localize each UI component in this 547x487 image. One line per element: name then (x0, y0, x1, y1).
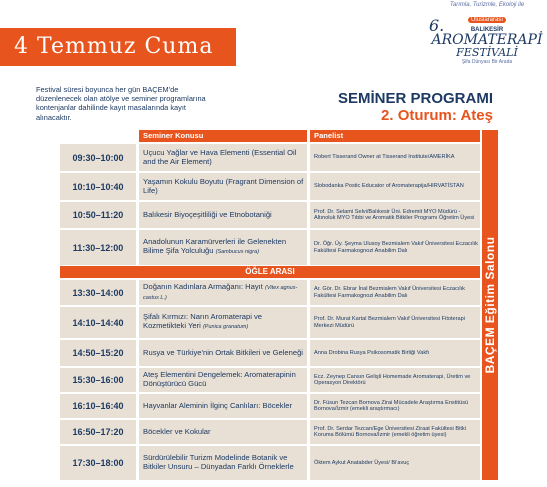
session-topic: Uçucu Yağlar ve Hava Elementi (Essential Oil and the Air Element) (139, 144, 307, 171)
session-topic: Hayvanlar Aleminin İlginç Canlıları: Böcekler (139, 394, 307, 418)
seminar-title: SEMİNER PROGRAMI (337, 90, 493, 107)
day-title-banner (0, 28, 236, 66)
session-topic: Rusya ve Türkiye'nin Ortak Bitkileri ve Geleneği (139, 340, 307, 366)
seminar-subtitle: 2. Oturum: Ateş (381, 107, 493, 124)
logo-badge: Uluslararası (468, 17, 506, 23)
session-panelist: Ecz. Zeynep Cansın Gelişli Homemade Aromaterapi, Üretim ve Operasyon Direktörü (310, 368, 480, 392)
table-row (60, 306, 480, 339)
table-row (60, 367, 480, 393)
session-time: 16:50–17:20 (60, 420, 136, 444)
table-row (60, 445, 480, 481)
session-time: 14:10–14:40 (60, 307, 136, 338)
session-time: 09:30–10:00 (60, 144, 136, 171)
session-panelist: Öktem Aykut Anatabder Üyesi/ Bi'avuç (310, 446, 480, 480)
intro-text: Festival süresi boyunca her gün BAÇEM'de düzenlenecek olan atölye ve seminer programlarına kontenjanlar dahilinde kayıt masalarında kayıt alınacaktır. (36, 85, 206, 122)
venue-sidebar (482, 130, 498, 480)
session-topic: Anadolunun Karamürverleri ile Gelenekten Bilime Şifa Yolculuğu (Sambucus nigra) (139, 230, 307, 265)
column-header-panelist: Panelist (310, 130, 480, 142)
table-row (60, 419, 480, 445)
session-time: 14:50–15:20 (60, 340, 136, 366)
logo-slogan: Şifa Dünyası Bir Arada (461, 59, 513, 65)
topic-latin-name: (Sambucus nigra) (215, 249, 260, 255)
table-row (60, 279, 480, 306)
session-topic: Doğanın Kadınlara Armağanı: Hayıt (Vitex agnus-castus L.) (139, 280, 307, 305)
table-row (60, 201, 480, 229)
session-panelist: Prof. Dr. Selami Selvi/Balıkesir Üni. Edremit MYO Müdürü - Altınoluk MYO Tıbbi ve Aromatik Bitkiler Programı Öğretim Üyesi (310, 202, 480, 228)
session-time: 10:50–11:20 (60, 202, 136, 228)
session-panelist: Robert Tisserand Owner at Tisserand Institute/AMERİKA (310, 144, 480, 171)
session-time: 13:30–14:00 (60, 280, 136, 305)
session-panelist: Anna Drobina Rusya Psikosomatik Birliği Vakfı (310, 340, 480, 366)
table-row (60, 229, 480, 266)
session-time: 15:30–16:00 (60, 368, 136, 392)
session-time: 10:10–10:40 (60, 173, 136, 200)
session-time: 16:10–16:40 (60, 394, 136, 418)
session-time: 17:30–18:00 (60, 446, 136, 480)
topic-latin-name: (Punica granatum) (202, 324, 249, 330)
lunch-break: ÖĞLE ARASI (60, 266, 480, 278)
session-topic: Yaşamın Kokulu Boyutu (Fragrant Dimension of Life) (139, 173, 307, 200)
session-panelist: Dr. Füsun Tezcan Bornova Zirai Mücadele Araştırma Enstitüsü Bornova/İzmir (emekli araştırmacı) (310, 394, 480, 418)
session-topic: Ateş Elementini Dengelemek: Aromaterapinin Dönüştürücü Gücü (139, 368, 307, 392)
table-row (60, 339, 480, 367)
session-panelist: Ar. Gör. Dr. Ebrar İnal Bezmialem Vakıf Üniversitesi Eczacılık Fakültesi Farmakognozi Anabilim Dalı (310, 280, 480, 305)
logo-tagline: Tarımla, Turizmle, Ekoloji ile (449, 2, 525, 8)
logo-name-line2: FESTİVALİ (456, 46, 518, 59)
venue-label: BAÇEM Eğitim Salonu (483, 236, 497, 374)
logo-number: 6. (429, 16, 445, 35)
logo-name-line1: AROMATERAPİ (431, 32, 543, 48)
column-header-topic: Seminer Konusu (139, 130, 307, 142)
session-topic: Böcekler ve Kokular (139, 420, 307, 444)
session-panelist: Dr. Öğr. Üy. Şeyma Ulusoy Bezmialem Vakıf Üniversitesi Eczacılık Fakültesi Farmakognozi Anabilim Dalı (310, 230, 480, 265)
logo-city: BALIKESİR (470, 27, 504, 33)
session-topic: Şifalı Kırmızı: Narın Aromaterapi ve Kozmetikteki Yeri (Punica granatum) (139, 307, 307, 338)
session-time: 11:30–12:00 (60, 230, 136, 265)
festival-logo (428, 2, 546, 65)
seminar-heading (338, 90, 493, 124)
session-topic: Balıkesir Biyoçeşitliliği ve Etnobotaniği (139, 202, 307, 228)
table-row (60, 393, 480, 419)
session-panelist: Prof. Dr. Serdar Tezcan/Ege Üniversitesi Ziraat Fakültesi Bitki Koruma Bölümü Bornova/İzmir (emekli öğretim üyesi) (310, 420, 480, 444)
session-panelist: Prof. Dr. Murat Kartal Bezmialem Vakıf Üniversitesi Fitoterapi Merkezi Müdürü (310, 307, 480, 338)
topic-latin-name: (Vitex agnus-castus L.) (143, 284, 298, 301)
session-topic: Sürdürülebilir Turizm Modelinde Botanik ve Bitkiler Unsuru – Dünyadan Farklı Örneklerle (139, 446, 307, 480)
day-title: 4 Temmuz Cuma (14, 34, 214, 59)
session-panelist: Slobodanka Postic Educator of Aromaterapija/HIRVATİSTAN (310, 173, 480, 200)
table-row (60, 143, 480, 172)
table-row (60, 172, 480, 201)
